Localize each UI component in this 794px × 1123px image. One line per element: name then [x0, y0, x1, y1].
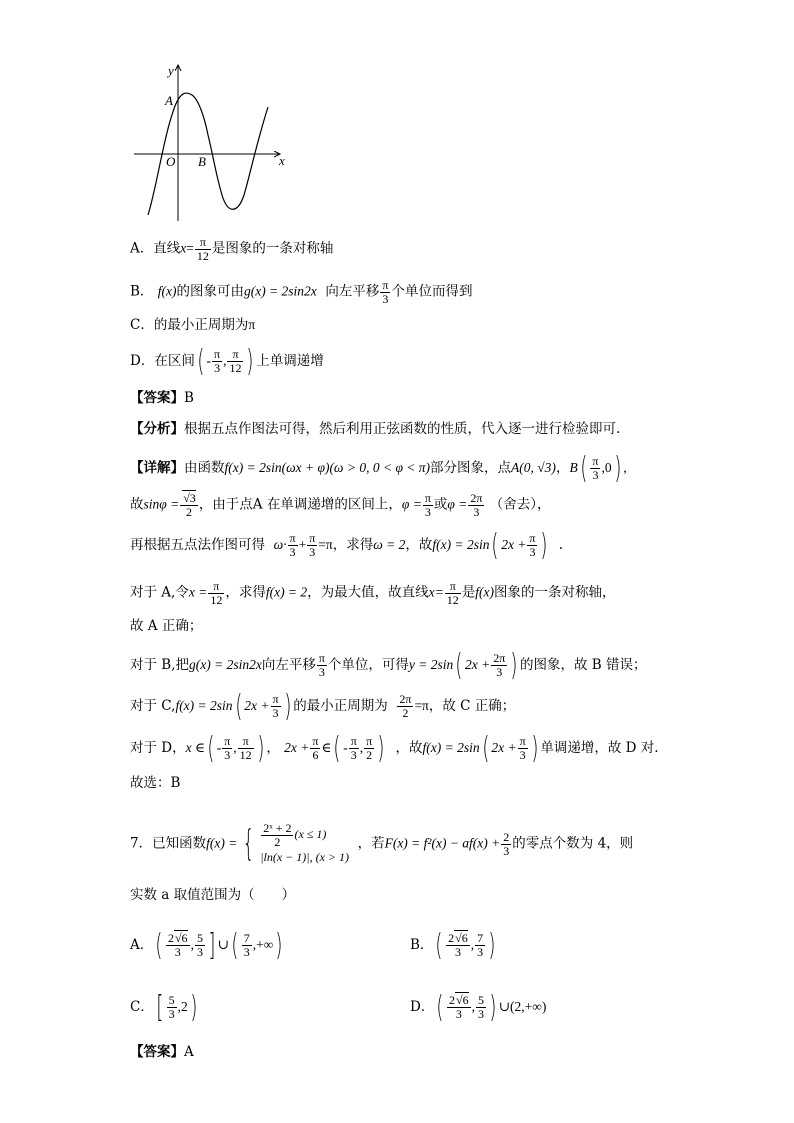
point-b-label: B: [198, 154, 206, 169]
y-axis-label: y: [168, 63, 174, 78]
point-a-label: A: [165, 93, 173, 108]
fraction: $\frac{\pi}{3}$: [214, 347, 221, 375]
origin-label: O: [166, 154, 176, 169]
question-7-line-2: 实数 a 取值范围为（ ）: [130, 887, 296, 903]
fraction: $\frac{\pi}{12}$: [196, 235, 209, 263]
option-b: B． f(x)的图象可由g(x) = 2sin2x 向左平移 $\frac{\pi}{3}$ 个单位而得到: [130, 278, 473, 306]
detail-line-2: 故sinφ = $\frac{√3}{2}$ ，由于点A 在单调递增的区间上，φ = $\frac{\pi}{3}$ 或φ = $\frac{2\pi}{3}$ （舍去），: [130, 491, 551, 519]
answer-1: 【答案】B: [130, 390, 194, 406]
q7-option-c: C．[ $\frac{5}{3}$ ,2): [130, 990, 198, 1025]
x-axis-label: x: [279, 153, 285, 168]
sine-graph: [128, 55, 308, 225]
detail-line-6: 对于 B,把g(x) = 2sin2x向左平移 $\frac{\pi}{3}$ 个单位，可得y = 2sin( 2x + $\frac{2\pi}{3}$ ) 的图象，故 B 错误；: [130, 648, 647, 683]
q7-option-d: D．( $\frac{2√6}{3}$ , $\frac{5}{3}$ ) ∪(2,+∞): [410, 990, 547, 1025]
option-c: C．的最小正周期为π: [130, 317, 256, 333]
detail-line-7: 对于 C,f(x) = 2sin( 2x + $\frac{\pi}{3}$ ) 的最小正周期为 $\frac{2\pi}{2}$ =π，故 C 正确；: [130, 689, 516, 724]
detail-line-8: 对于 D，x ∈( - $\frac{\pi}{3}$ , $\frac{\pi}{12}$ ) ， 2x + $\frac{\pi}{6}$ ∈( - $\frac{\pi}{3}$ , $\frac{\pi}{2}$ ) ，故f(x) = 2sin( 2x + $\frac{\pi}{3}$ ) 单调递增，故 D 对.: [130, 731, 659, 766]
option-d: D．在区间( - $\frac{\pi}{3}$ , $\frac{\pi}{12}$ ) 上单调递增: [130, 344, 324, 379]
question-7-line-1: 7．已知函数f(x) = { $\frac{\text{2ˣ + 2}}{2}$ (x ≤ 1) |ln(x − 1)|, (x > 1) ，若F(x) = f²(x) − af(x) + $\frac{2}{3}$ 的零点个数为 4，则: [130, 821, 634, 865]
detail-line-3: 再根据五点法作图可得 ω· $\frac{\pi}{3}$ + $\frac{\pi}{3}$ =π，求得ω = 2，故f(x) = 2sin( 2x + $\frac{\pi}{3}$ ) .: [130, 528, 564, 563]
analysis: 【分析】根据五点作图法可得，然后利用正弦函数的性质，代入逐一进行检验即可.: [130, 421, 621, 437]
option-a: A．直线x= $\frac{\pi}{12}$ 是图象的一条对称轴: [130, 235, 334, 263]
detail-line-9: 故选：B: [130, 775, 181, 791]
fraction: $\frac{\pi}{3}$: [382, 278, 389, 306]
detail-line-4: 对于 A,令x = $\frac{\pi}{12}$ ，求得f(x) = 2，为最大值，故直线x= $\frac{\pi}{12}$ 是f(x)图象的一条对称轴，: [130, 579, 616, 607]
detail-line-1: 【详解】由函数f(x) = 2sin(ωx + φ)(ω > 0, 0 < φ < π)部分图象，点A(0, √3)，B( $\frac{\pi}{3}$ ,0) ,: [130, 451, 627, 486]
detail-line-5: 故 A 正确；: [130, 618, 203, 634]
answer-2: 【答案】A: [130, 1044, 194, 1060]
q7-option-b: B．( $\frac{2√6}{3}$ , $\frac{7}{3}$ ): [410, 928, 496, 963]
q7-option-a: A．( $\frac{2√6}{3}$ , $\frac{5}{3}$ ] ∪( $\frac{7}{3}$ ,+∞): [130, 928, 283, 963]
fraction: $\frac{\pi}{12}$: [229, 347, 242, 375]
